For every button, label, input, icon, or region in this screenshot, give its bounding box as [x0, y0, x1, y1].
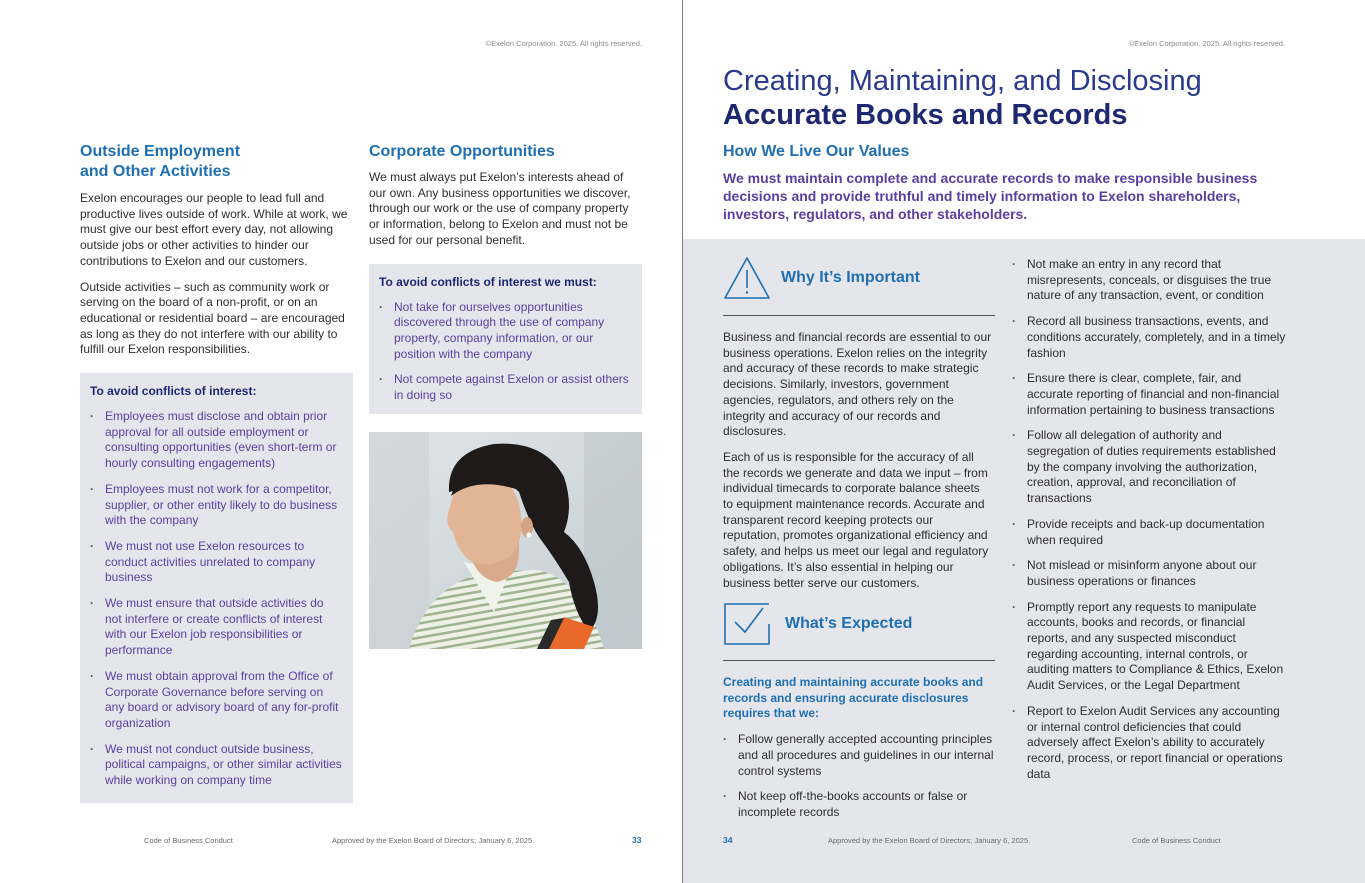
title-line: Accurate Books and Records — [723, 99, 1128, 131]
list-item: · Follow generally accepted accounting principles and all procedures and guidelines in our internal control systems — [723, 732, 998, 779]
woman-portrait-illustration — [369, 432, 642, 649]
corporate-opportunities-section — [369, 142, 642, 414]
expected-list-left — [723, 732, 998, 821]
list-item: · Promptly report any requests to manipulate accounts, books and records, or financial reports, and any suspected misconduct regarding accounting, internal controls, or auditing matters to Compliance & Ethics, Exelon Audit Services, or the Legal Department — [1012, 600, 1287, 694]
why-important-header — [723, 256, 920, 300]
list-item: · We must not conduct outside business, political campaigns, or other similar activities while working on company time — [90, 742, 343, 789]
left-page — [0, 0, 682, 883]
footer-doc-name: Code of Business Conduct — [144, 836, 233, 845]
values-heading: How We Live Our Values — [723, 143, 910, 160]
outside-employment-body — [80, 191, 353, 358]
list-item: · Not compete against Exelon or assist others in doing so — [379, 372, 632, 403]
paragraph: Outside activities – such as community work or serving on the board of a non-profit, or on an educational or residential board – are encouraged as long as they do not interfere with our ability to fulfill our Exelon responsibilities. — [80, 279, 345, 357]
checkbox-check-icon — [723, 602, 773, 646]
callout-title: To avoid conflicts of interest we must: — [379, 274, 597, 289]
whats-expected-body — [723, 675, 998, 821]
list-item: · Report to Exelon Audit Services any accounting or internal control deficiencies that could adversely affect Exelon’s ability to accurately record, process, or report financial or operations data — [1012, 704, 1287, 783]
list-item: · We must obtain approval from the Office of Corporate Governance before serving on any board or advisory board of any for-profit organization — [90, 669, 343, 732]
whats-expected-header — [723, 602, 912, 646]
expected-list-right-column — [1012, 257, 1287, 782]
outside-employment-section — [80, 142, 353, 803]
copyright-notice: ©Exelon Corporation. 2025. All rights reserved. — [1128, 39, 1285, 48]
conflicts-callout-box — [80, 373, 353, 803]
values-intro: We must maintain complete and accurate records to make responsible business decisions and provide truthful and timely information to Exelon shareholders, investors, regulators, and other stakeholders. — [723, 170, 1258, 222]
why-important-body — [723, 330, 993, 601]
list-item: · Not mislead or misinform anyone about our business operations or finances — [1012, 558, 1287, 589]
footer-doc-name: Code of Business Conduct — [1132, 836, 1221, 845]
paragraph: Business and financial records are essential to our business operations. Exelon relies on the integrity and accuracy of these records to make strategic decisions. Similarly, investors, government agencies, regulators, and others rely on the integrity and accuracy of our records and disclosures. — [723, 330, 992, 439]
list-item: · Not take for ourselves opportunities discovered through the use of company property, company information, or our position with the company — [379, 300, 632, 363]
list-item: · Record all business transactions, events, and conditions accurately, completely, and in a timely fashion — [1012, 314, 1287, 361]
list-item: · Not make an entry in any record that misrepresents, conceals, or disguises the true nature of any transaction, event, or condition — [1012, 257, 1287, 304]
page-number: 34 — [723, 835, 733, 845]
list-item: · Ensure there is clear, complete, fair, and accurate reporting of financial and non-financial information pertaining to business transactions — [1012, 371, 1287, 418]
warning-triangle-icon — [723, 256, 771, 300]
list-item: · Not keep off-the-books accounts or false or incomplete records — [723, 789, 998, 820]
why-important-heading: Why It’s Important — [781, 269, 920, 286]
footer-approval: Approved by the Exelon Board of Directors; January 6, 2025. — [828, 836, 1031, 845]
employee-photo — [369, 432, 642, 649]
outside-employment-heading — [80, 142, 353, 182]
opportunities-callout-box — [369, 264, 642, 414]
callout-list — [90, 409, 343, 789]
copyright-notice: ©Exelon Corporation. 2025. All rights reserved. — [485, 39, 642, 48]
heading-line: Outside Employment — [80, 143, 241, 160]
page-title — [723, 64, 1323, 132]
list-item: · We must not use Exelon resources to conduct activities unrelated to company business — [90, 539, 343, 586]
section-rule — [723, 315, 995, 316]
callout-title: To avoid conflicts of interest: — [90, 384, 257, 399]
list-item: · Provide receipts and back-up documentation when required — [1012, 517, 1287, 548]
list-item: · We must ensure that outside activities do not interfere or create conflicts of interest with our Exelon job responsibilities or performance — [90, 596, 343, 659]
callout-list — [379, 300, 632, 404]
paragraph: We must always put Exelon’s interests ahead of our own. Any business opportunities we discover, through our work or the use of company property or information, belong to Exelon and must not be used for our personal benefit. — [369, 170, 631, 247]
footer-approval: Approved by the Exelon Board of Directors; January 6, 2025. — [332, 836, 535, 845]
right-page — [683, 0, 1365, 883]
title-line: Creating, Maintaining, and Disclosing — [723, 65, 1202, 97]
paragraph: Exelon encourages our people to lead full and productive lives outside of work. While at work, we must give our best effort every day, not allowing outside jobs or other activities to hinder our contributions to Exelon and our customers. — [80, 191, 348, 268]
section-rule — [723, 660, 995, 661]
paragraph: Each of us is responsible for the accuracy of all the records we generate and data we input – from individual timecards to corporate balance sheets to equipment maintenance records. Accurate and transparent record keeping protects our reputation, promotes organizational efficiency and safety, and helps us meet our legal and regulatory obligations. It’s also essential in helping our business better serve our customers. — [723, 449, 989, 590]
corporate-opportunities-body — [369, 170, 642, 249]
corporate-opportunities-heading: Corporate Opportunities — [369, 143, 555, 160]
heading-line: and Other Activities — [80, 163, 231, 180]
expected-list-right — [1012, 257, 1287, 782]
list-item: · Follow all delegation of authority and segregation of duties requirements established by the company involving the authorization, creation, approval, and reconciliation of transactions — [1012, 428, 1287, 507]
list-item: · Employees must not work for a competitor, supplier, or other entity likely to do business with the company — [90, 482, 343, 529]
expected-lead: Creating and maintaining accurate books and records and ensuring accurate disclosures requires that we: — [723, 675, 984, 721]
whats-expected-heading: What’s Expected — [785, 615, 913, 632]
list-item: · Employees must disclose and obtain prior approval for all outside employment or consulting opportunities (even short-term or hourly consulting engagements) — [90, 409, 343, 472]
page-number: 33 — [632, 835, 642, 845]
